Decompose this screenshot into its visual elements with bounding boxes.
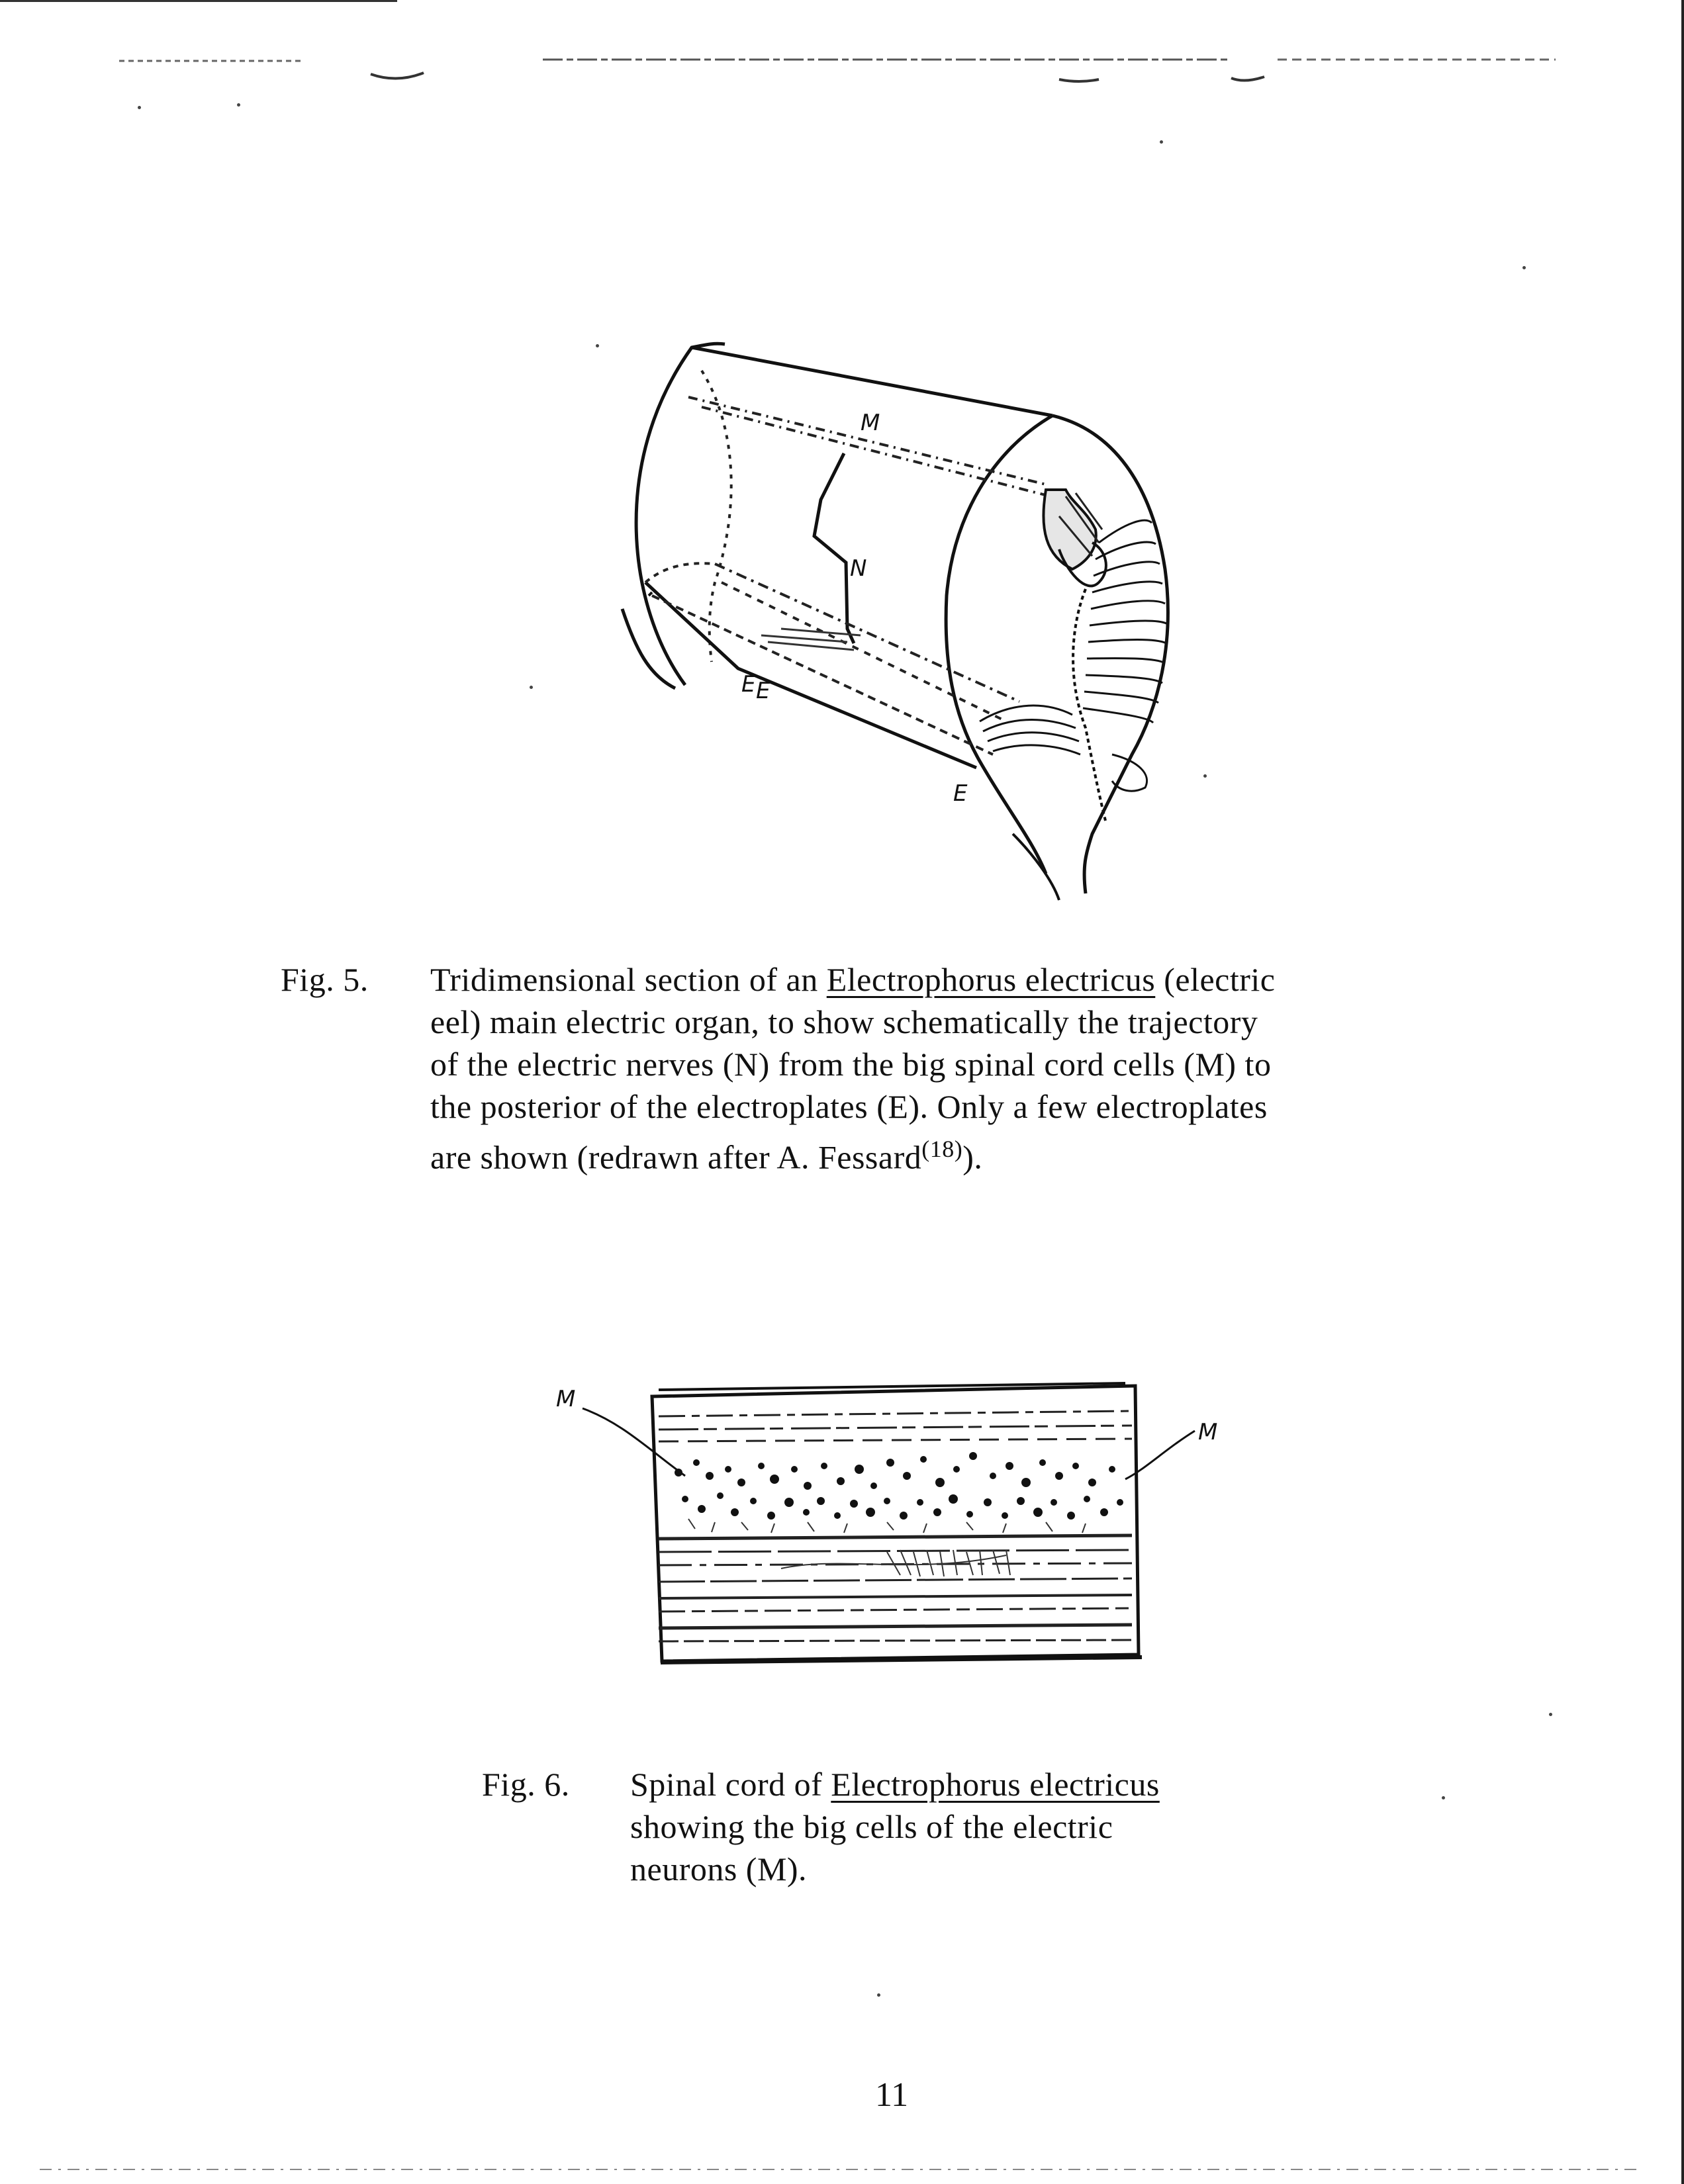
label-m-right: M xyxy=(1198,1419,1218,1445)
figure5-caption-label: Fig. 5. xyxy=(281,961,369,998)
caption-line xyxy=(430,958,1276,1001)
caption-line xyxy=(430,1128,1276,1179)
speck xyxy=(877,1993,880,1997)
caption-text: ). xyxy=(962,1138,983,1176)
caption-line: the posterior of the electroplates (E). Only a few electroplates xyxy=(430,1088,1268,1125)
speck xyxy=(1549,1713,1552,1716)
caption-line: of the electric nerves (N) from the big spinal cord cells (M) to xyxy=(430,1046,1272,1083)
speck xyxy=(1522,266,1526,269)
caption-text: are shown (redrawn after A. Fessard xyxy=(430,1138,922,1176)
caption-text: Spinal cord of xyxy=(630,1766,831,1803)
label-n: N xyxy=(850,555,867,582)
speck xyxy=(237,103,240,107)
caption-text: (electric xyxy=(1155,961,1276,998)
label-m: M xyxy=(861,410,880,436)
speck xyxy=(1203,774,1207,778)
label-m-left: M xyxy=(556,1386,576,1412)
scan-edge-right xyxy=(1681,0,1684,2184)
scan-noise-top xyxy=(0,46,1684,126)
scan-noise-bottom xyxy=(0,2163,1684,2176)
speck xyxy=(138,106,141,109)
species-name: Electrophorus electricus xyxy=(831,1766,1160,1803)
figure5-drawing xyxy=(583,331,1178,940)
caption-line: showing the big cells of the electric xyxy=(630,1808,1113,1845)
label-e: E xyxy=(756,678,771,704)
figure6-drawing xyxy=(543,1377,1258,1681)
label-e: E xyxy=(741,671,756,698)
speck xyxy=(1442,1796,1445,1799)
caption-text: Tridimensional section of an xyxy=(430,961,827,998)
caption-line xyxy=(630,1763,1160,1805)
speck xyxy=(530,686,533,689)
caption-line: eel) main electric organ, to show schematically the trajectory xyxy=(430,1003,1258,1040)
reference-number: (18) xyxy=(921,1136,963,1162)
label-e: E xyxy=(953,780,968,807)
scan-edge-top xyxy=(0,0,397,2)
species-name: Electrophorus electricus xyxy=(826,961,1156,998)
figure6-caption-label: Fig. 6. xyxy=(482,1766,570,1803)
speck xyxy=(1160,140,1163,144)
caption-line: neurons (M). xyxy=(630,1850,808,1888)
page-number: 11 xyxy=(875,2076,909,2114)
